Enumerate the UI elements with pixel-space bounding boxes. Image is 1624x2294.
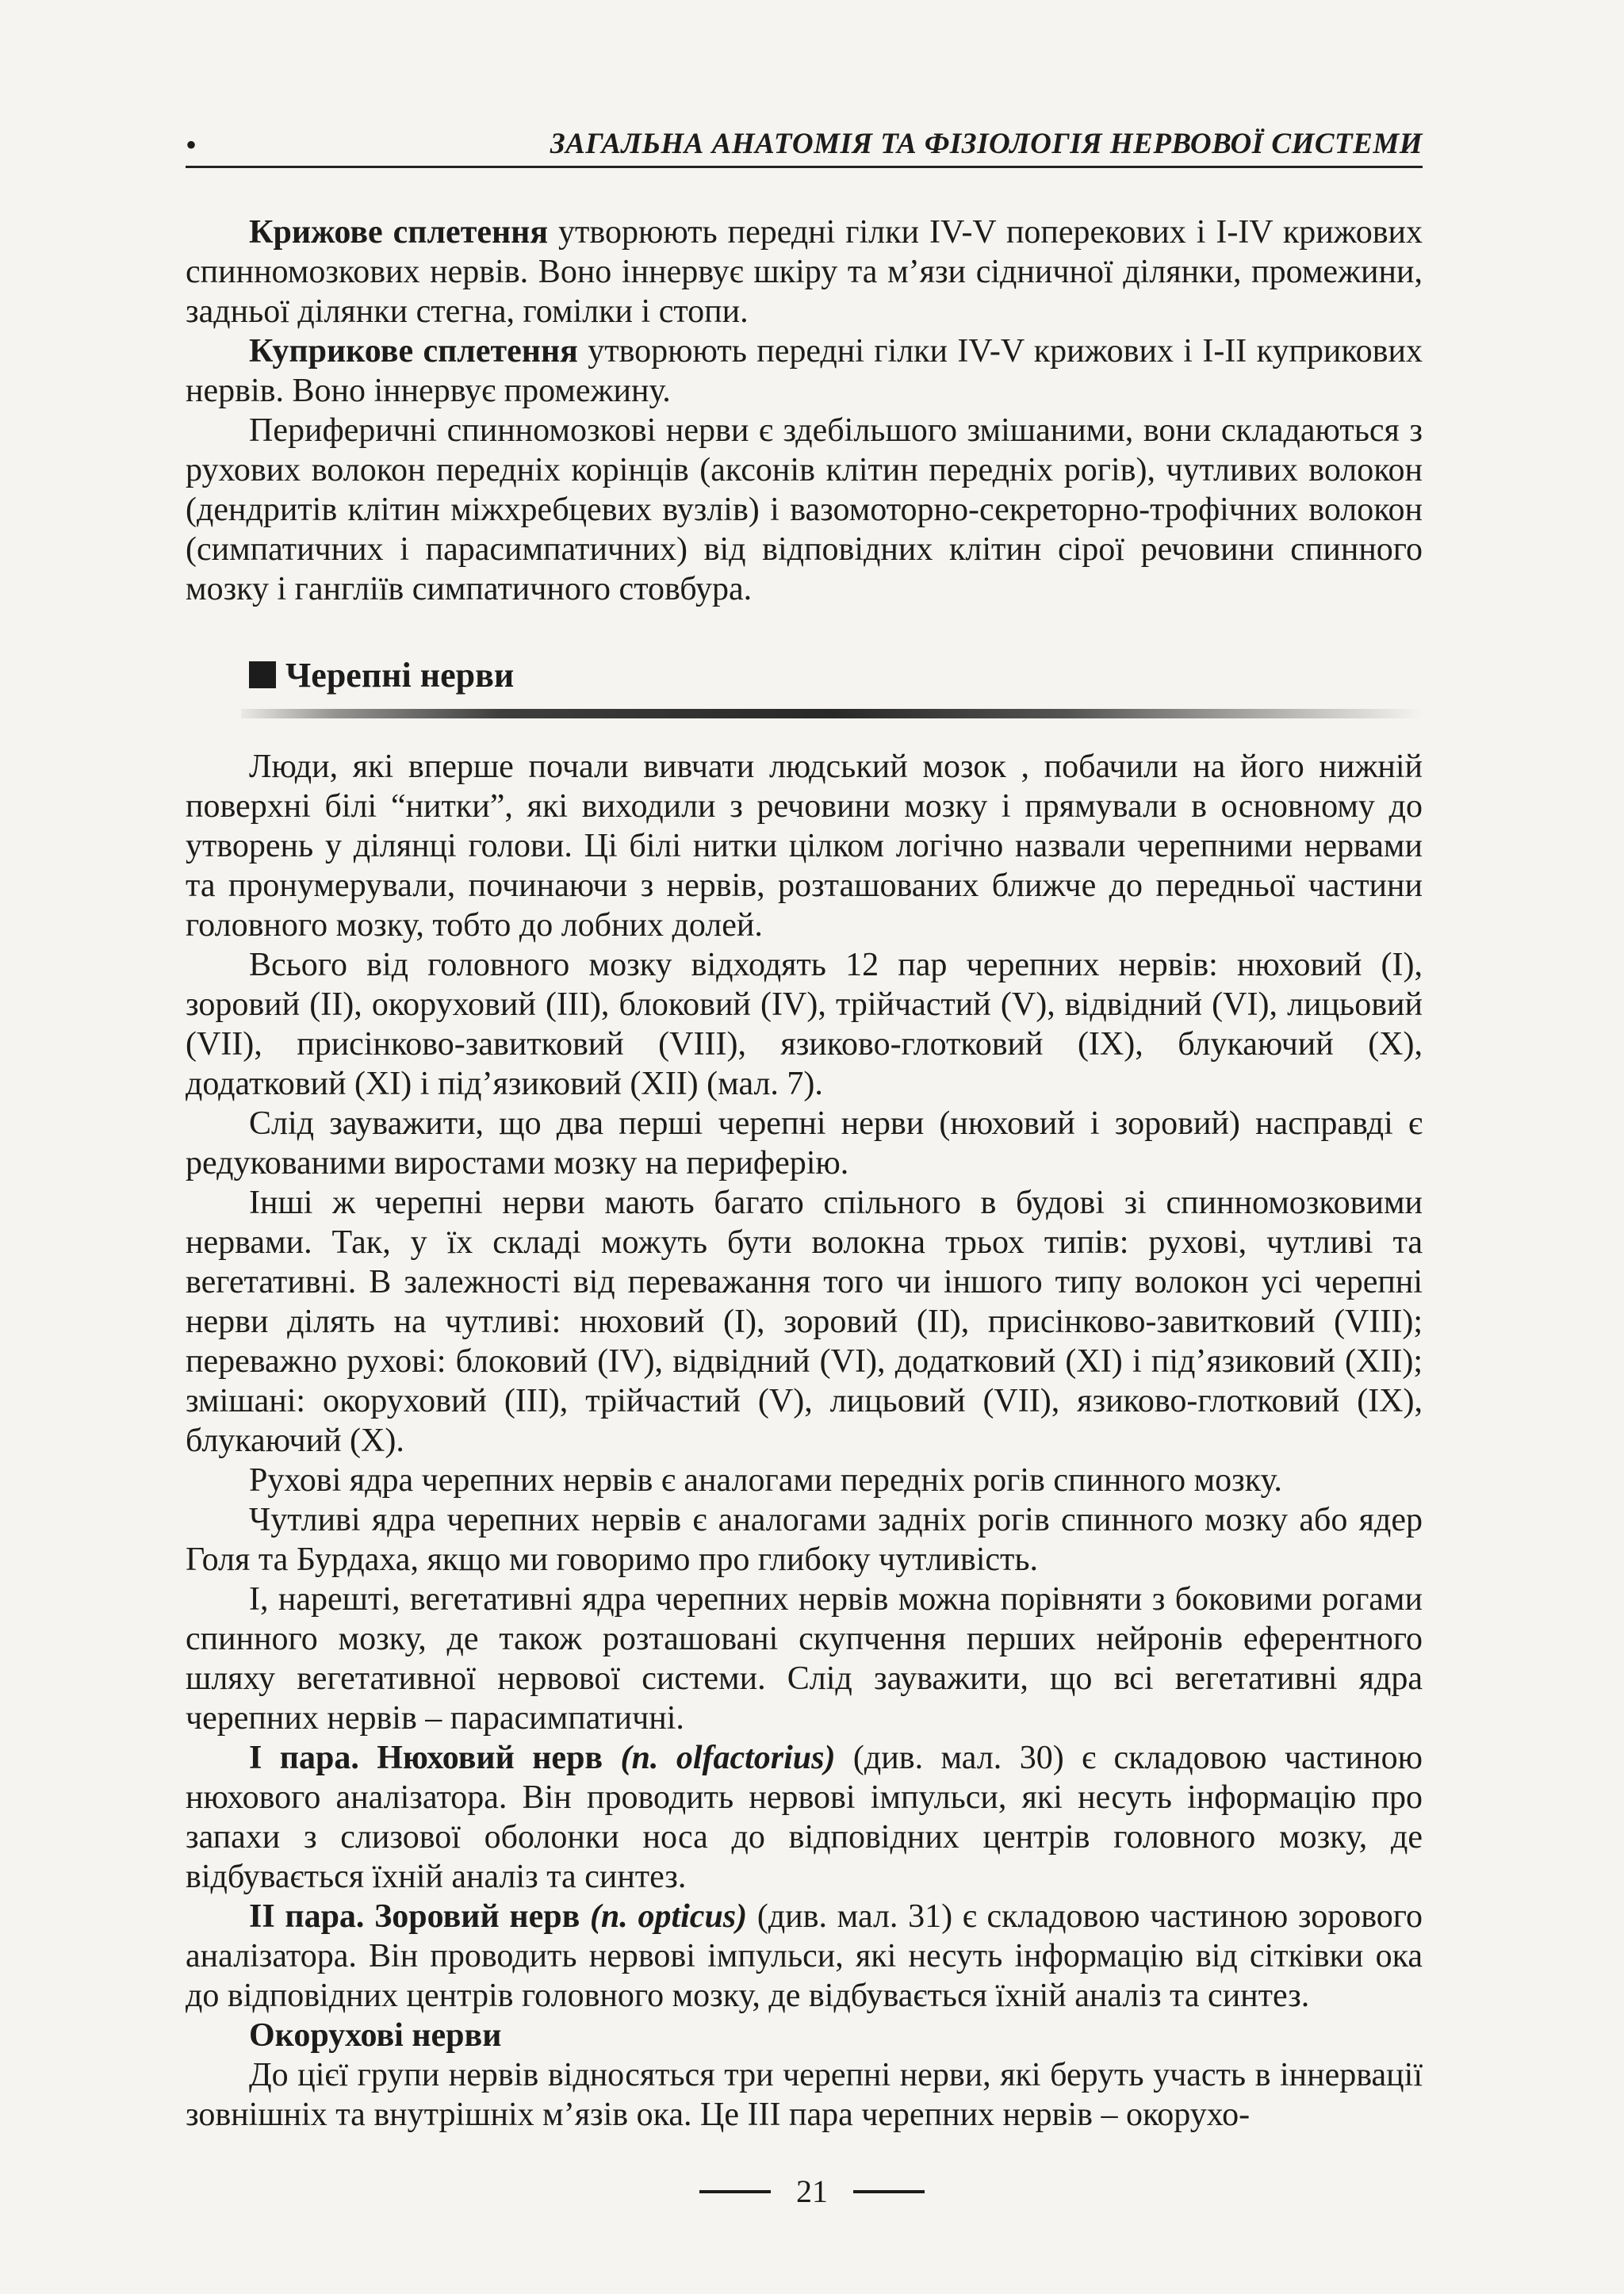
paragraph-sacral-plexus <box>186 213 1423 331</box>
page-footer <box>0 2173 1624 2210</box>
paragraph: Люди, які вперше почали вивчати людський мозок , побачили на його нижній поверхні білі “нитки”, які виходили з речовини мозку і прямували в основному до утворень у ділянці голови. Ці білі нитки цілком логічно назвали черепними нервами та пронумерували, починаючи з нервів, розташованих ближче до передньої частини головного мозку, тобто до лобних долей. <box>186 749 1423 944</box>
section-title: Черепні нерви <box>285 655 515 695</box>
page <box>186 127 1423 2135</box>
term-coccygeal-plexus: Куприкове сплетення <box>249 333 578 370</box>
footer-rule-left <box>699 2190 771 2193</box>
nerve-heading: I пара. Нюховий нерв <box>249 1740 621 1776</box>
running-header <box>186 127 1423 168</box>
term-sacral-plexus: Крижове сплетення <box>249 214 549 251</box>
paragraph: Слід зауважити, що два перші черепні нерви (нюховий і зоровий) насправді є редукованими виростами мозку на периферію. <box>186 1105 1423 1181</box>
footer-rule-right <box>853 2190 925 2193</box>
paragraph: Чутливі ядра черепних нервів є аналогами задніх рогів спинного мозку або ядер Голя та Бурдаха, якщо ми говоримо про глибоку чутливість. <box>186 1502 1423 1578</box>
paragraph-coccygeal-plexus <box>186 331 1423 411</box>
paragraph: І, нарешті, вегетативні ядра черепних нервів можна порівняти з боковими рогами спинного мозку, де також розташовані скупчення перших нейронів еферентного шляху вегетативної нервової системи. Слід зауважити, що всі вегетативні ядра черепних нервів – парасимпатичні. <box>186 1581 1423 1737</box>
square-bullet-icon <box>249 661 276 688</box>
paragraph-text: (див. мал. 31) є складовою частиною зорового аналізатора. Він проводить нервові імпульси, які несуть інформацію від сітківки ока до відповідних центрів головного мозку, де відбувається їхній аналіз та синтез. <box>186 1898 1423 2014</box>
section-heading <box>249 655 1423 695</box>
running-header-title: ЗАГАЛЬНА АНАТОМІЯ ТА ФІЗІОЛОГІЯ НЕРВОВОЇ СИСТЕМИ <box>550 128 1423 160</box>
paragraph: Рухові ядра черепних нервів є аналогами передніх рогів спинного мозку. <box>249 1462 1282 1499</box>
paragraph-optic-nerve <box>186 1897 1423 2016</box>
latin-name: (n. olfactorius) <box>620 1740 836 1776</box>
paragraph: Всього від головного мозку відходять 12 пар черепних нервів: нюховий (I), зоровий (II), окоруховий (III), блоковий (IV), трійчастий (V), відвідний (VI), лицьовий (VII), присінково-завитковий (VIII), язиково-глотковий (IX), блукаючий (X), додатковий (XI) і під’язиковий (XII) (мал. 7). <box>186 947 1423 1102</box>
paragraph-peripheral-nerves: Периферичні спинномозкові нерви є здебільшого змішаними, вони складаються з рухових волокон передніх корінців (аксонів клітин передніх рогів), чутливих волокон (дендритів клітин міжхребцевих вузлів) і вазомоторно-секреторно-трофічних волокон (симпатичних і парасимпатичних) від відповідних клітин сірої речовини спинного мозку і гангліїв симпатичного стовбура. <box>186 412 1423 607</box>
section-cranial-nerves <box>186 655 1423 718</box>
paragraph: Інші ж черепні нерви мають багато спільного в будові зі спинномозковими нервами. Так, у їх складі можуть бути волокна трьох типів: рухові, чутливі та вегетативні. В залежності від переважання того чи іншого типу волокон усі черепні нерви ділять на чутливі: нюховий (I), зоровий (II), присінково-завитковий (VIII); переважно рухові: блоковий (IV), відвідний (VI), додатковий (XI) і під’язиковий (XII); змішані: окоруховий (III), трійчастий (V), лицьовий (VII), язиково-глотковий (IX), блукаючий (X). <box>186 1185 1423 1459</box>
paragraph-text: утворюють передні гілки IV-V крижових і I-II куприкових нервів. Воно іннервує промежину. <box>186 333 1423 409</box>
nerve-heading: II пара. Зоровий нерв <box>249 1898 590 1935</box>
page-number: 21 <box>796 2173 828 2209</box>
paragraph-text: (див. мал. 30) є складовою частиною нюхового аналізатора. Він проводить нервові імпульси, які несуть інформацію про запахи з слизової оболонки носа до відповідних центрів головного мозку, де відбувається їхній аналіз та синтез. <box>186 1740 1423 1895</box>
latin-name: (n. opticus) <box>589 1898 748 1935</box>
subheading-oculomotor-nerves: Окорухові нерви <box>249 2017 502 2054</box>
paragraph: До цієї групи нервів відносяться три черепні нерви, які беруть участь в іннервації зовнішніх та внутрішніх м’язів ока. Це III пара черепних нервів – окорухо- <box>186 2057 1423 2133</box>
section-divider <box>241 709 1423 718</box>
header-bullet: • <box>186 127 197 163</box>
paragraph-text: утворюють передні гілки IV-V поперекових і I-IV крижових спинномозкових нервів. Воно іннервує шкіру та м’язи сідничної ділянки, промежини, задньої ділянки стегна, гомілки і стопи. <box>186 214 1423 330</box>
paragraph-olfactory-nerve <box>186 1738 1423 1897</box>
